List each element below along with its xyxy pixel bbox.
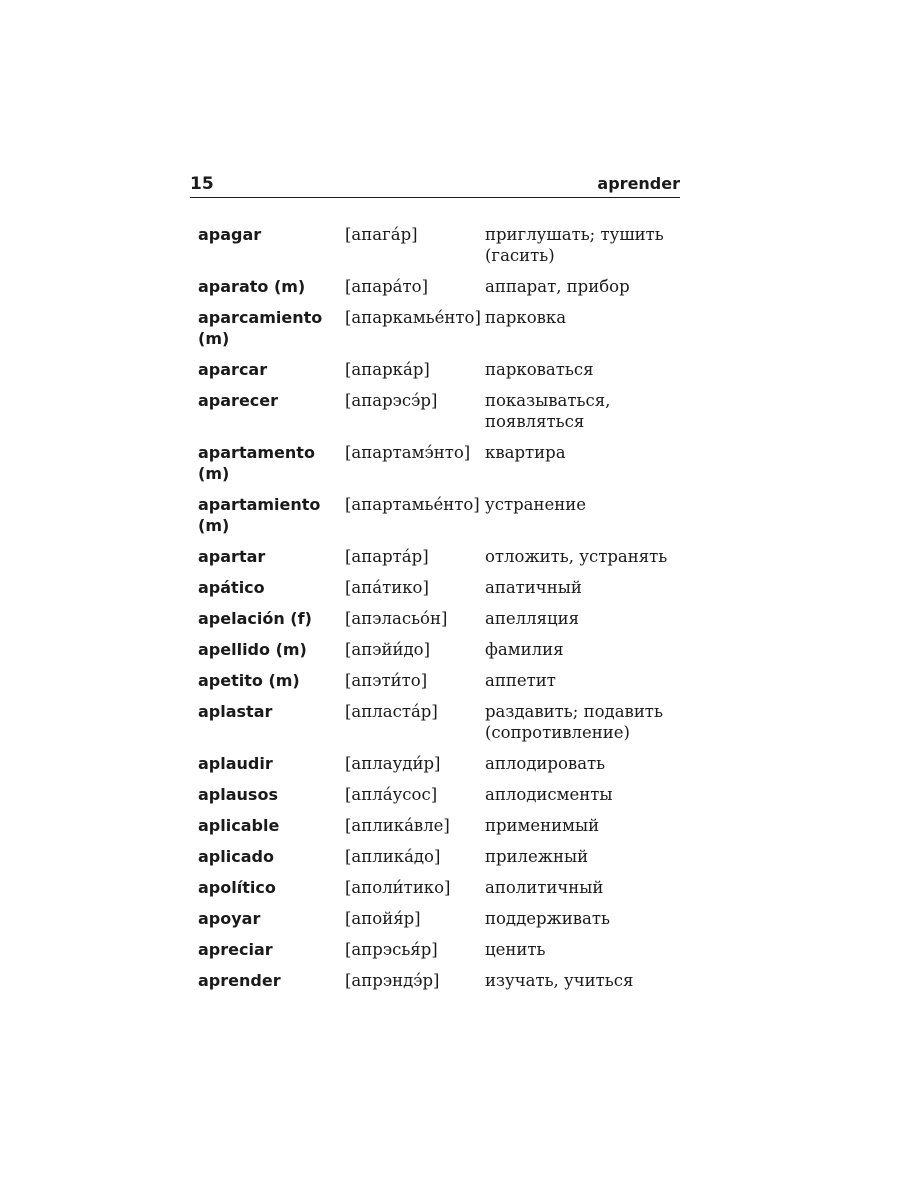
entry-row <box>198 494 678 536</box>
entry-row <box>198 390 678 432</box>
entry-pronunciation: [апрэндэ́р] <box>345 971 440 990</box>
running-head: aprender <box>597 174 680 193</box>
entry-word: aparato (m) <box>198 277 306 296</box>
entry-row <box>198 877 678 898</box>
entry-translation: раздавить; подавить (сопротивление) <box>485 702 663 742</box>
entry-row <box>198 939 678 960</box>
entry-word: apellido (m) <box>198 640 307 659</box>
entry-pronunciation: [апэласьо́н] <box>345 609 448 628</box>
entry-word: aprender <box>198 971 281 990</box>
entry-translation: аплодисменты <box>485 785 613 804</box>
header-rule <box>190 197 680 198</box>
entry-row <box>198 639 678 660</box>
entry-row <box>198 546 678 567</box>
entry-word: aplausos <box>198 785 278 804</box>
entry-translation: применимый <box>485 816 600 835</box>
entry-pronunciation: [апа́тико] <box>345 578 429 597</box>
entry-pronunciation: [апрэсья́р] <box>345 940 438 959</box>
entry-translation: парковка <box>485 308 567 327</box>
entry-translation: апелляция <box>485 609 579 628</box>
entry-translation: ценить <box>485 940 546 959</box>
entry-word: apreciar <box>198 940 273 959</box>
entry-pronunciation: [апара́то] <box>345 277 429 296</box>
entry-word: aplaudir <box>198 754 273 773</box>
entry-pronunciation: [апойя́р] <box>345 909 421 928</box>
entry-translation: приглушать; тушить (гасить) <box>485 225 664 265</box>
entry-row <box>198 970 678 991</box>
entry-pronunciation: [аплауди́р] <box>345 754 441 773</box>
entry-pronunciation: [апла́усос] <box>345 785 438 804</box>
entry-word: apartamiento (m) <box>198 495 321 535</box>
entry-row <box>198 815 678 836</box>
entry-word: aplastar <box>198 702 273 721</box>
entry-pronunciation: [апэти́то] <box>345 671 428 690</box>
entry-pronunciation: [апласта́р] <box>345 702 438 721</box>
entry-translation: аполитичный <box>485 878 604 897</box>
entry-translation: фамилия <box>485 640 564 659</box>
dictionary-entries <box>198 224 678 1001</box>
entry-pronunciation: [апарка́р] <box>345 360 430 379</box>
entry-pronunciation: [апартамэ́нто] <box>345 443 471 462</box>
entry-translation: устранение <box>485 495 586 514</box>
entry-row <box>198 753 678 774</box>
entry-row <box>198 307 678 349</box>
entry-word: apelación (f) <box>198 609 312 628</box>
entry-pronunciation: [апэйи́до] <box>345 640 431 659</box>
entry-row <box>198 442 678 484</box>
entry-translation: изучать, учиться <box>485 971 634 990</box>
entry-word: apartamento (m) <box>198 443 315 483</box>
entry-translation: отложить, устранять <box>485 547 668 566</box>
entry-word: apolítico <box>198 878 276 897</box>
entry-pronunciation: [апага́р] <box>345 225 418 244</box>
entry-word: aplicado <box>198 847 274 866</box>
entry-pronunciation: [апарэсэ́р] <box>345 391 438 410</box>
entry-word: apagar <box>198 225 262 244</box>
entry-word: aparcamiento (m) <box>198 308 323 348</box>
entry-translation: аппарат, прибор <box>485 277 630 296</box>
entry-row <box>198 701 678 743</box>
entry-translation: показываться, появляться <box>485 391 611 431</box>
entry-word: aparecer <box>198 391 279 410</box>
entry-word: apoyar <box>198 909 261 928</box>
entry-pronunciation: [апартамье́нто] <box>345 495 480 514</box>
entry-pronunciation: [апарта́р] <box>345 547 429 566</box>
entry-translation: квартира <box>485 443 566 462</box>
entry-row <box>198 670 678 691</box>
entry-translation: парковаться <box>485 360 594 379</box>
entry-pronunciation: [аполи́тико] <box>345 878 451 897</box>
entry-word: apetito (m) <box>198 671 300 690</box>
entry-row <box>198 224 678 266</box>
entry-pronunciation: [апаркамье́нто] <box>345 308 481 327</box>
entry-row <box>198 784 678 805</box>
entry-translation: апатичный <box>485 578 582 597</box>
entry-word: apático <box>198 578 265 597</box>
page-number: 15 <box>190 174 214 194</box>
entry-word: aplicable <box>198 816 280 835</box>
entry-row <box>198 908 678 929</box>
entry-row <box>198 608 678 629</box>
entry-word: apartar <box>198 547 266 566</box>
entry-row <box>198 846 678 867</box>
entry-pronunciation: [аплика́до] <box>345 847 441 866</box>
entry-translation: аплодировать <box>485 754 606 773</box>
entry-word: aparcar <box>198 360 268 379</box>
entry-pronunciation: [аплика́вле] <box>345 816 450 835</box>
entry-translation: прилежный <box>485 847 589 866</box>
entry-translation: аппетит <box>485 671 556 690</box>
entry-translation: поддерживать <box>485 909 610 928</box>
entry-row <box>198 359 678 380</box>
entry-row <box>198 276 678 297</box>
entry-row <box>198 577 678 598</box>
